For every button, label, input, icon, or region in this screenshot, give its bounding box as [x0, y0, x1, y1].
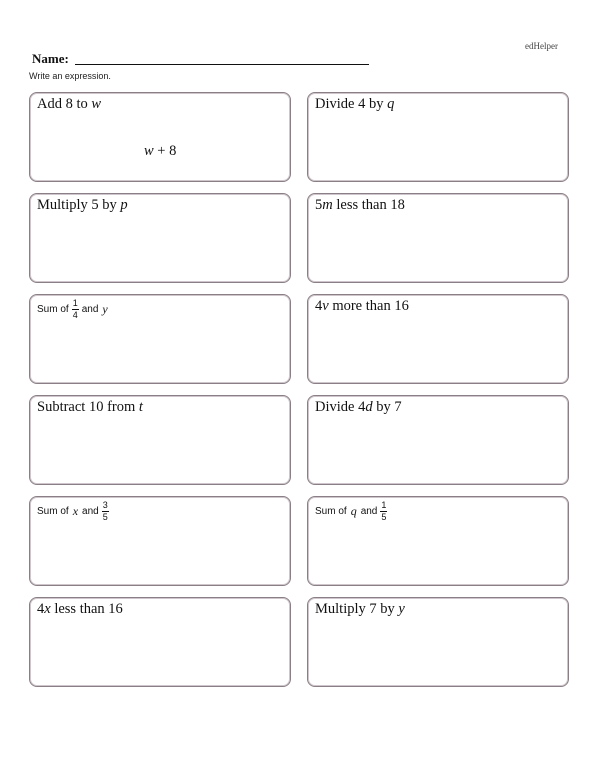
problem-box-9[interactable] — [29, 496, 291, 586]
problem-prompt: Multiply 5 by p — [37, 197, 128, 213]
problem-answer: w + 8 — [144, 143, 177, 159]
instruction-text: Write an expression. — [29, 71, 111, 81]
problem-box-6[interactable] — [307, 294, 569, 384]
problem-prompt: 5m less than 18 — [315, 197, 405, 213]
name-input-line[interactable] — [75, 64, 369, 65]
problem-prompt: Subtract 10 from t — [37, 399, 143, 415]
problem-box-12[interactable] — [307, 597, 569, 687]
problem-box-1[interactable] — [29, 92, 291, 182]
problem-box-3[interactable] — [29, 193, 291, 283]
problem-box-10[interactable] — [307, 496, 569, 586]
problem-prompt: Add 8 to w — [37, 96, 102, 112]
problem-prompt: Multiply 7 by y — [315, 601, 405, 617]
problem-prompt: Divide 4 by q — [315, 96, 395, 112]
problem-prompt: Divide 4d by 7 — [315, 399, 402, 415]
problem-prompt: 4x less than 16 — [37, 601, 123, 617]
problem-box-5[interactable] — [29, 294, 291, 384]
problem-box-7[interactable] — [29, 395, 291, 485]
problem-box-4[interactable] — [307, 193, 569, 283]
name-label: Name: — [32, 51, 69, 66]
problem-box-8[interactable] — [307, 395, 569, 485]
problem-box-2[interactable] — [307, 92, 569, 182]
problem-prompt: Sum of q and $\frac{1}{5}$ — [315, 500, 387, 522]
problem-box-11[interactable] — [29, 597, 291, 687]
problem-prompt: Sum of $\frac{1}{4}$ and y — [37, 298, 108, 320]
problem-prompt: 4v more than 16 — [315, 298, 409, 314]
brand-label: edHelper — [525, 41, 558, 51]
fraction: $\frac{3}{5}$ — [102, 500, 108, 522]
fraction: $\frac{1}{4}$ — [72, 298, 78, 320]
fraction: $\frac{1}{5}$ — [381, 500, 387, 522]
problem-prompt: Sum of x and $\frac{3}{5}$ — [37, 500, 108, 522]
